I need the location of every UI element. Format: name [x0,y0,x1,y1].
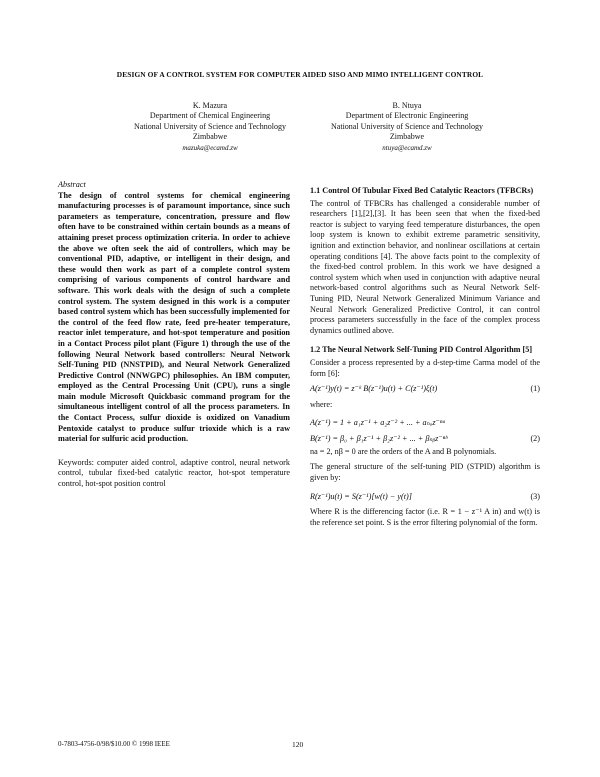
author-email: ntuya@ecamd.zw [382,143,432,152]
where-label: where: [310,399,333,409]
equation-text: A(z⁻¹)y(t) = z⁻ᵏ B(z⁻¹)u(t) + C(z⁻¹)ξ(t) [310,384,438,394]
equation-text: R(z⁻¹)u(t) = S(z⁻¹)[w(t) − y(t)] [310,491,412,501]
equation-number: (3) [530,491,540,501]
author-block-1 [100,101,320,153]
section-heading-1-2: 1.2 The Neural Network Self-Tuning PID Control Algorithm [5] [310,345,533,355]
author-name: B. Ntuya [392,101,422,110]
equation-a-polynomial [310,418,540,429]
equation-1 [310,384,540,395]
equation-text: B(z⁻¹) = β₀ + β₁z⁻¹ + β₂z⁻² + ... + βₙᵦz⁻ⁿᵇ [310,434,448,444]
author-name: K. Mazura [192,101,228,110]
author-department: Department of Electronic Engineering [345,111,469,121]
keywords: Keywords: computer aided control, adaptive control, neural network control, tubular fixed-bed catalytic reactor, hot-spot temperature control, hot-spot position control [58,457,290,489]
author-block-2 [297,101,517,153]
polynomial-orders: na = 2, nβ = 0 are the orders of the A and B polynomials. [310,446,497,456]
section-after-eq3: Where R is the differencing factor (i.e. R = 1 − z⁻¹ A in) and w(t) is the reference set point. S is the error filtering polynomial of the form. [310,507,540,527]
equation-3 [310,492,540,503]
section-intro-1-2: Consider a process represented by a d-step-time Carma model of the form [6]: [310,357,540,378]
author-university: National University of Science and Technology [331,121,483,131]
section-body-1-1: The control of TFBCRs has challenged a considerable number of researchers [1],[2],[3]. It has been seen that when the fixed-bed reactor is subject to varying feed temperature disturbances, the open loop system is known to exhibit extreme parametric sensitivity, ignition and extinction behavior, and nonlinear oscillations at certain operating conditions [4]. The above facts point to the complexity of the fixed-bed control problem. In this work we have designed a control system which when used in conjunction with adaptive neural network-based control algorithms such as Neural Network Self-Tuning PID, Neural Network Generalized Minimum Variance and Neural Network Generalized Predictive Control, it can control process parameters successfully in the face of the complex process dynamics outlined above. [310,198,540,335]
author-country: Zimbabwe [192,132,228,142]
equation-number: (2) [530,434,540,444]
author-department: Department of Chemical Engineering [149,111,271,121]
abstract-body: The design of control systems for chemical engineering manufacturing processes is of paramount importance, since such parameters as temperature, concentration, pressure and flow often have to be constrained within certain bounds as a means of attaining preset process optimization criteria. In order to achieve the above we often seek the aid of controllers, which may be conventional PID, adaptive, or intelligent in their design, and these would then work as part of a complete control system comprising of various components of control hardware and software. This work deals with the design of such a complete control system. The system designed in this work is a computer based control system which has been successfully implemented for the control of the feed flow rate, feed pre-heater temperature, reactor inlet temperature, and hot-spot temperature and position in a Contact Process pilot plant (Figure 1) through the use of the following Neural Network based controllers: Neural Network Self-Tuning PID (NNSTPID), and Neural Network Generalized Predictive Control (NNWGPC) philosophies. An IBM computer, employed as the Central Processing Unit (CPU), runs a single main module Microsoft Quickbasic command program for the simultaneous intelligent control of all the process parameters. In the Contact Process, sulfur dioxide is oxidized on Vanadium Pentoxide catalyst to produce sulfur trioxide which is a raw material for sulfuric acid production. [58,190,290,444]
author-email: mazuka@ecamd.zw [182,143,238,152]
section-heading-1-1: 1.1 Control Of Tubular Fixed Bed Catalytic Reactors (TFBCRs) [310,186,534,195]
equation-b-polynomial [310,434,540,445]
abstract-heading: Abstract [58,180,86,189]
page-number: 120 [292,740,304,749]
paper-title: DESIGN OF A CONTROL SYSTEM FOR COMPUTER AIDED SISO AND MIMO INTELLIGENT CONTROL [116,70,484,79]
stpid-structure: The general structure of the self-tuning PID (STPID) algorithm is given by: [310,462,540,482]
author-country: Zimbabwe [389,132,425,142]
left-column [58,180,290,498]
equation-text: A(z⁻¹) = 1 + a₁z⁻¹ + a₂z⁻² + ... + aₙₐz⁻ⁿᵃ [310,418,446,428]
right-column [310,186,540,537]
copyright-line: 0-7803-4756-0/98/$10.00 © 1998 IEEE [58,740,170,748]
author-university: National University of Science and Technology [134,121,286,131]
equation-number: (1) [530,384,540,394]
